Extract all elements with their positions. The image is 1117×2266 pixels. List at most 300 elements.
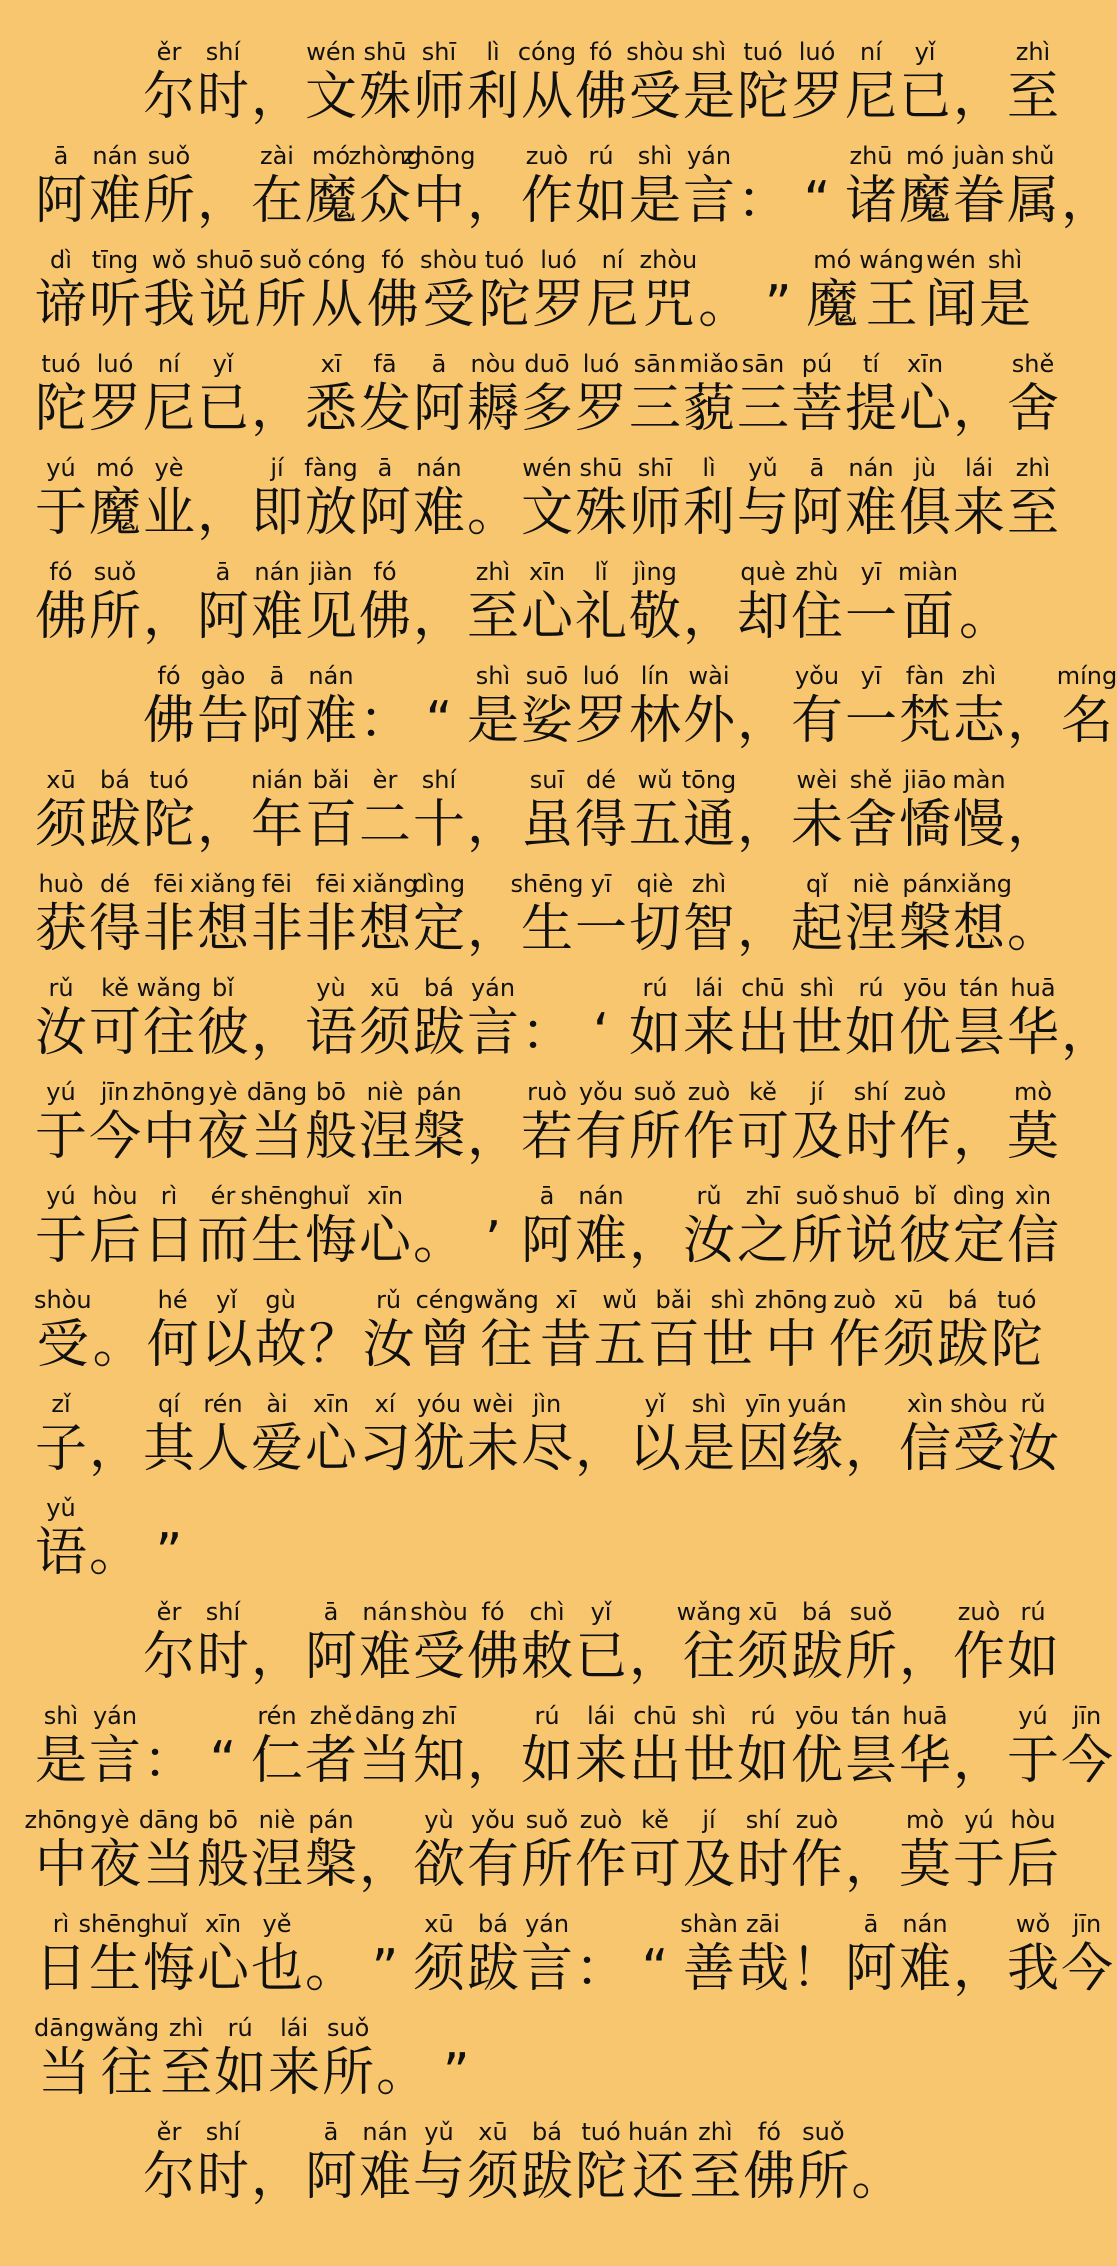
pinyin-annotation: bō xyxy=(208,1806,238,1834)
ruby-character xyxy=(196,662,250,752)
ruby-character xyxy=(308,1286,362,1376)
hanzi-character: ， xyxy=(466,899,519,959)
ruby-character xyxy=(586,246,640,336)
ruby-character xyxy=(736,1702,790,1792)
pinyin-annotation: wǒ xyxy=(1015,1910,1051,1938)
ruby-character xyxy=(196,1078,250,1168)
ruby-character xyxy=(94,2014,159,2104)
pinyin-annotation: yě xyxy=(262,1910,292,1938)
ruby-character xyxy=(682,1182,736,1272)
hanzi-character: 师 xyxy=(412,67,465,127)
pinyin-annotation: shòu xyxy=(950,1390,1008,1418)
hanzi-character: 跋 xyxy=(790,1627,843,1687)
ruby-character xyxy=(628,1078,682,1168)
ruby-character xyxy=(88,1494,142,1584)
pinyin-annotation: yù xyxy=(316,974,346,1002)
pinyin-annotation: ěr xyxy=(156,1598,182,1626)
ruby-character xyxy=(898,974,952,1064)
ruby-character xyxy=(682,1702,736,1792)
pinyin-annotation: xū xyxy=(370,974,400,1002)
pinyin-annotation: fā xyxy=(373,350,397,378)
hanzi-character: 因 xyxy=(736,1419,789,1479)
pinyin-annotation: ní xyxy=(860,38,882,66)
pinyin-annotation: rén xyxy=(203,1390,243,1418)
pinyin-annotation: nán xyxy=(254,558,300,586)
hanzi-character: 已 xyxy=(574,1627,627,1687)
ruby-character xyxy=(88,142,142,232)
ruby-character xyxy=(358,558,412,648)
hanzi-character: 般 xyxy=(304,1107,357,1167)
pinyin-annotation: yán xyxy=(524,1910,570,1938)
hanzi-character: 心 xyxy=(520,587,573,647)
hanzi-character: 。 xyxy=(304,1939,357,1999)
hanzi-character: 魔 xyxy=(88,483,141,543)
ruby-character xyxy=(466,1910,520,2000)
pinyin-annotation: dāng xyxy=(246,1078,308,1106)
ruby-character xyxy=(250,662,304,752)
pinyin-annotation: nán xyxy=(578,1182,624,1210)
hanzi-character: ， xyxy=(466,1107,519,1167)
pinyin-annotation: suǒ xyxy=(633,1078,677,1106)
ruby-character xyxy=(196,1390,250,1480)
hanzi-character: 彼 xyxy=(898,1211,951,1271)
hanzi-character: 礼 xyxy=(574,587,627,647)
hanzi-character: 属 xyxy=(1006,171,1059,231)
hanzi-character: 想 xyxy=(952,899,1005,959)
pinyin-annotation: wǎng xyxy=(676,1598,742,1626)
pinyin-annotation: yǐ xyxy=(216,1286,238,1314)
hanzi-character: 今 xyxy=(88,1107,141,1167)
ruby-character xyxy=(520,142,574,232)
ruby-character xyxy=(34,1286,92,1376)
hanzi-character: 悉 xyxy=(304,379,357,439)
pinyin-annotation: shì xyxy=(691,1702,727,1730)
hanzi-character: 须 xyxy=(412,1939,465,1999)
pinyin-annotation: mò xyxy=(1013,1078,1053,1106)
ruby-character xyxy=(898,1078,952,1168)
hanzi-character: 难 xyxy=(358,1627,411,1687)
hanzi-character: 昔 xyxy=(539,1315,592,1375)
hanzi-character: 如 xyxy=(736,1731,789,1791)
ruby-character xyxy=(34,1390,88,1480)
ruby-character xyxy=(88,870,142,960)
ruby-character xyxy=(736,558,790,648)
ruby-character xyxy=(88,1390,142,1480)
ruby-character xyxy=(1006,1390,1060,1480)
ruby-character xyxy=(142,2118,196,2208)
pinyin-annotation: shòu xyxy=(34,1286,92,1314)
ruby-character xyxy=(159,2014,213,2104)
ruby-character xyxy=(196,766,250,856)
ruby-character xyxy=(736,1390,790,1480)
pinyin-annotation: lǐ xyxy=(594,558,608,586)
pinyin-annotation: rú xyxy=(858,974,884,1002)
hanzi-character: ， xyxy=(88,1419,141,1479)
hanzi-character: 至 xyxy=(1006,67,1059,127)
hanzi-character: 受 xyxy=(36,1315,89,1375)
hanzi-character: 罗 xyxy=(88,379,141,439)
pinyin-annotation: yè xyxy=(100,1806,130,1834)
pinyin-annotation: suǒ xyxy=(259,246,302,274)
pinyin-annotation: rú xyxy=(1020,1598,1046,1626)
ruby-character xyxy=(1006,454,1060,544)
hanzi-character: 难 xyxy=(88,171,141,231)
ruby-character xyxy=(196,350,250,440)
ruby-character xyxy=(358,1910,412,2000)
ruby-character xyxy=(844,870,898,960)
pinyin-annotation: bá xyxy=(802,1598,832,1626)
hanzi-character: 难 xyxy=(574,1211,627,1271)
hanzi-character: 汝 xyxy=(682,1211,735,1271)
ruby-character xyxy=(978,246,1032,336)
hanzi-character: 后 xyxy=(1006,1835,1059,1895)
pinyin-annotation: fó xyxy=(589,38,613,66)
hanzi-character: 受 xyxy=(628,67,681,127)
hanzi-character: 至 xyxy=(1006,483,1059,543)
hanzi-character: 敬 xyxy=(628,587,681,647)
ruby-character xyxy=(628,766,682,856)
hanzi-character: ： xyxy=(574,1939,627,1999)
ruby-character xyxy=(628,2118,688,2208)
ruby-character xyxy=(520,454,574,544)
hanzi-character: ， xyxy=(466,795,519,855)
hanzi-character: ， xyxy=(736,691,789,751)
hanzi-character: 却 xyxy=(736,587,789,647)
pinyin-annotation: lì xyxy=(486,38,500,66)
ruby-character xyxy=(362,1286,416,1376)
ruby-character xyxy=(358,38,412,128)
hanzi-character: 出 xyxy=(736,1003,789,1063)
pinyin-annotation: zhù xyxy=(795,558,839,586)
pinyin-annotation: yǐ xyxy=(914,38,936,66)
hanzi-character: 言 xyxy=(466,1003,519,1063)
pinyin-annotation: zuò xyxy=(957,1598,1001,1626)
hanzi-character: 心 xyxy=(358,1211,411,1271)
ruby-character xyxy=(898,662,952,752)
ruby-character xyxy=(517,38,577,128)
hanzi-character: 时 xyxy=(844,1107,897,1167)
pinyin-annotation: yán xyxy=(686,142,732,170)
pinyin-annotation: tuó xyxy=(484,246,525,274)
hanzi-character: ， xyxy=(682,587,735,647)
hanzi-character: 所 xyxy=(797,2147,850,2207)
pinyin-annotation: tí xyxy=(862,350,880,378)
pinyin-annotation: dìng xyxy=(412,870,466,898)
pinyin-annotation: yǒu xyxy=(578,1078,624,1106)
pinyin-annotation: fēi xyxy=(316,870,346,898)
hanzi-character: 师 xyxy=(628,483,681,543)
hanzi-character: 善 xyxy=(682,1939,735,1999)
pinyin-annotation: luó xyxy=(540,246,577,274)
pinyin-annotation: yǒu xyxy=(470,1806,516,1834)
ruby-character xyxy=(34,1494,88,1584)
hanzi-character: ， xyxy=(898,1627,951,1687)
text-line xyxy=(34,440,1059,544)
ruby-character xyxy=(466,454,520,544)
pinyin-annotation: nán xyxy=(902,1910,948,1938)
hanzi-character: 智 xyxy=(682,899,735,959)
ruby-character xyxy=(1006,1078,1060,1168)
hanzi-character: 陀 xyxy=(574,2147,627,2207)
hanzi-character: 一 xyxy=(844,691,897,751)
pinyin-annotation: shí xyxy=(745,1806,781,1834)
hanzi-character: 至 xyxy=(689,2147,742,2207)
pinyin-annotation: bǐ xyxy=(914,1182,936,1210)
hanzi-character: ” xyxy=(442,2043,470,2103)
ruby-character xyxy=(88,350,142,440)
hanzi-character: 。 xyxy=(412,1211,465,1271)
hanzi-character: 习 xyxy=(358,1419,411,1479)
hanzi-character: 昙 xyxy=(844,1731,897,1791)
ruby-character xyxy=(736,1598,790,1688)
text-line xyxy=(34,1480,1046,1584)
ruby-character xyxy=(574,870,628,960)
pinyin-annotation: tuó xyxy=(41,350,81,378)
hanzi-character: 以 xyxy=(628,1419,681,1479)
ruby-character xyxy=(898,1598,952,1688)
ruby-character xyxy=(898,1390,952,1480)
pinyin-annotation: shū xyxy=(363,38,407,66)
hanzi-character: 今 xyxy=(1060,1939,1113,1999)
ruby-character xyxy=(790,350,844,440)
pinyin-annotation: fó xyxy=(381,246,405,274)
hanzi-character: ， xyxy=(574,1419,627,1479)
pinyin-annotation: kě xyxy=(641,1806,669,1834)
pinyin-annotation: màn xyxy=(952,766,1006,794)
hanzi-character: ， xyxy=(952,1731,1005,1791)
ruby-character xyxy=(466,558,520,648)
hanzi-character: 一 xyxy=(574,899,627,959)
ruby-character xyxy=(682,1806,736,1896)
ruby-character xyxy=(574,1806,628,1896)
hanzi-character: 魔 xyxy=(304,171,357,231)
pinyin-annotation: fó xyxy=(757,2118,781,2146)
pinyin-annotation: wǎng xyxy=(474,1286,539,1314)
pinyin-annotation: xīn xyxy=(906,350,944,378)
ruby-character xyxy=(136,974,202,1064)
hanzi-character: 是 xyxy=(682,67,735,127)
hanzi-character: 获 xyxy=(34,899,87,959)
hanzi-character: 往 xyxy=(480,1315,533,1375)
hanzi-character: 想 xyxy=(196,899,249,959)
ruby-character xyxy=(246,1078,308,1168)
ruby-character xyxy=(682,766,736,856)
hanzi-character: 非 xyxy=(304,899,357,959)
pinyin-annotation: zuò xyxy=(833,1286,876,1314)
ruby-character xyxy=(532,246,586,336)
ruby-character xyxy=(1006,1806,1060,1896)
hanzi-character: 陀 xyxy=(142,795,195,855)
text-line xyxy=(34,232,1046,336)
hanzi-character: 可 xyxy=(628,1835,681,1895)
ruby-character xyxy=(146,1286,200,1376)
ruby-character xyxy=(952,38,1006,128)
pinyin-annotation: shì xyxy=(691,1390,727,1418)
ruby-character xyxy=(240,1182,314,1272)
pinyin-annotation: tuó xyxy=(581,2118,621,2146)
pinyin-annotation: yú xyxy=(964,1806,994,1834)
pinyin-annotation: shì xyxy=(799,974,835,1002)
pinyin-annotation: ā xyxy=(809,454,825,482)
hanzi-character: 须 xyxy=(358,1003,411,1063)
ruby-character xyxy=(196,142,250,232)
pinyin-annotation: shēng xyxy=(78,1910,152,1938)
pinyin-annotation: yī xyxy=(590,870,612,898)
pinyin-annotation: xiǎng xyxy=(189,870,257,898)
pinyin-annotation: dé xyxy=(586,766,616,794)
hanzi-character: 提 xyxy=(844,379,897,439)
hanzi-character: 信 xyxy=(898,1419,951,1479)
ruby-character xyxy=(790,1182,844,1272)
pinyin-annotation: ní xyxy=(158,350,180,378)
hanzi-character: 罗 xyxy=(532,275,585,335)
pinyin-annotation: zhì xyxy=(1015,38,1051,66)
pinyin-annotation: bá xyxy=(947,1286,978,1314)
pinyin-annotation: ā xyxy=(323,2118,339,2146)
pinyin-annotation: xū xyxy=(894,1286,924,1314)
hanzi-character: 往 xyxy=(100,2043,153,2103)
pinyin-annotation: shòu xyxy=(419,246,478,274)
ruby-character xyxy=(676,1598,742,1688)
pinyin-annotation: shí xyxy=(205,38,241,66)
pinyin-annotation: jìn xyxy=(532,1390,562,1418)
ruby-character xyxy=(304,1182,358,1272)
ruby-character xyxy=(898,558,958,648)
hanzi-character: 作 xyxy=(520,171,573,231)
pinyin-annotation: suǒ xyxy=(93,558,137,586)
hanzi-character: ： xyxy=(142,1731,195,1791)
pinyin-annotation: nán xyxy=(362,1598,408,1626)
ruby-character xyxy=(936,1286,990,1376)
ruby-character xyxy=(790,1910,844,2000)
ruby-character xyxy=(850,2118,904,2208)
hanzi-character: 阿 xyxy=(304,1627,357,1687)
ruby-character xyxy=(882,1286,936,1376)
pinyin-annotation: yè xyxy=(208,1078,238,1106)
ruby-character xyxy=(790,1598,844,1688)
ruby-character xyxy=(844,974,898,1064)
ruby-character xyxy=(628,558,682,648)
hanzi-character: 出 xyxy=(628,1731,681,1791)
text-line xyxy=(34,1376,1059,1480)
hanzi-character: 时 xyxy=(196,2147,249,2207)
pinyin-annotation: ā xyxy=(323,1598,339,1626)
hanzi-character: 。 xyxy=(698,275,751,335)
hanzi-character: 汝 xyxy=(1006,1419,1059,1479)
hanzi-character: 。 xyxy=(376,2043,429,2103)
hanzi-character: 陀 xyxy=(478,275,531,335)
ruby-character xyxy=(790,38,844,128)
hanzi-character: 者 xyxy=(304,1731,357,1791)
hanzi-character: 百 xyxy=(647,1315,700,1375)
ruby-character xyxy=(742,2118,796,2208)
ruby-character xyxy=(366,246,420,336)
ruby-character xyxy=(304,1390,358,1480)
pinyin-annotation: céng xyxy=(415,1286,475,1314)
hanzi-character: 作 xyxy=(574,1835,627,1895)
pinyin-annotation: fàn xyxy=(905,662,945,690)
hanzi-character: 爱 xyxy=(250,1419,303,1479)
ruby-character xyxy=(304,350,358,440)
ruby-character xyxy=(402,142,476,232)
text-line xyxy=(34,856,1059,960)
text-line xyxy=(34,960,1113,1064)
hanzi-character: 中 xyxy=(412,171,465,231)
pinyin-annotation: zuò xyxy=(525,142,569,170)
ruby-character xyxy=(1060,974,1114,1064)
hanzi-character: 十 xyxy=(412,795,465,855)
hanzi-character: 言 xyxy=(88,1731,141,1791)
hanzi-character: 陀 xyxy=(34,379,87,439)
pinyin-annotation: tán xyxy=(959,974,999,1002)
pinyin-annotation: miàn xyxy=(898,558,958,586)
hanzi-character: 舍 xyxy=(1006,379,1059,439)
hanzi-character: 林 xyxy=(628,691,681,751)
ruby-character xyxy=(196,1702,250,1792)
pinyin-annotation: sān xyxy=(741,350,785,378)
pinyin-annotation: nán xyxy=(848,454,894,482)
hanzi-character: 须 xyxy=(34,795,87,855)
ruby-character xyxy=(539,1286,593,1376)
hanzi-character: 难 xyxy=(412,483,465,543)
ruby-character xyxy=(132,1078,206,1168)
ruby-character xyxy=(34,558,88,648)
hanzi-character: 若 xyxy=(520,1107,573,1167)
ruby-character xyxy=(196,1598,250,1688)
hanzi-character: 名 xyxy=(1060,691,1113,751)
pinyin-annotation: shàn xyxy=(680,1910,738,1938)
ruby-character xyxy=(1006,870,1060,960)
ruby-character xyxy=(952,142,1006,232)
pinyin-annotation: zài xyxy=(260,142,294,170)
pinyin-annotation: zhòu xyxy=(639,246,698,274)
ruby-character xyxy=(34,350,88,440)
hanzi-character: 作 xyxy=(952,1627,1005,1687)
pinyin-annotation: ài xyxy=(266,1390,288,1418)
text-line xyxy=(34,1272,1046,1376)
ruby-character xyxy=(34,142,88,232)
hanzi-character: 发 xyxy=(358,379,411,439)
ruby-character xyxy=(351,870,419,960)
ruby-character xyxy=(196,246,254,336)
text-line xyxy=(34,1168,1059,1272)
ruby-character xyxy=(688,2118,742,2208)
hanzi-character: ， xyxy=(736,795,789,855)
pinyin-annotation: yǐ xyxy=(590,1598,612,1626)
ruby-character xyxy=(466,1078,520,1168)
ruby-character xyxy=(412,2118,466,2208)
hanzi-character: 语 xyxy=(304,1003,357,1063)
ruby-character xyxy=(574,974,628,1064)
ruby-character xyxy=(142,454,196,544)
pinyin-annotation: shí xyxy=(421,766,457,794)
ruby-character xyxy=(736,142,790,232)
ruby-character xyxy=(1006,1598,1060,1688)
hanzi-character: 阿 xyxy=(34,171,87,231)
text-line xyxy=(34,544,1046,648)
ruby-character xyxy=(34,974,88,1064)
ruby-character xyxy=(952,1702,1006,1792)
ruby-character xyxy=(898,1182,952,1272)
hanzi-character: ！ xyxy=(790,1939,843,1999)
hanzi-character: 罗 xyxy=(790,67,843,127)
pinyin-annotation: wáng xyxy=(859,246,925,274)
ruby-character xyxy=(358,2118,412,2208)
hanzi-character: 难 xyxy=(358,2147,411,2207)
pinyin-annotation: dé xyxy=(100,870,130,898)
hanzi-character: 一 xyxy=(844,587,897,647)
ruby-character xyxy=(250,454,304,544)
